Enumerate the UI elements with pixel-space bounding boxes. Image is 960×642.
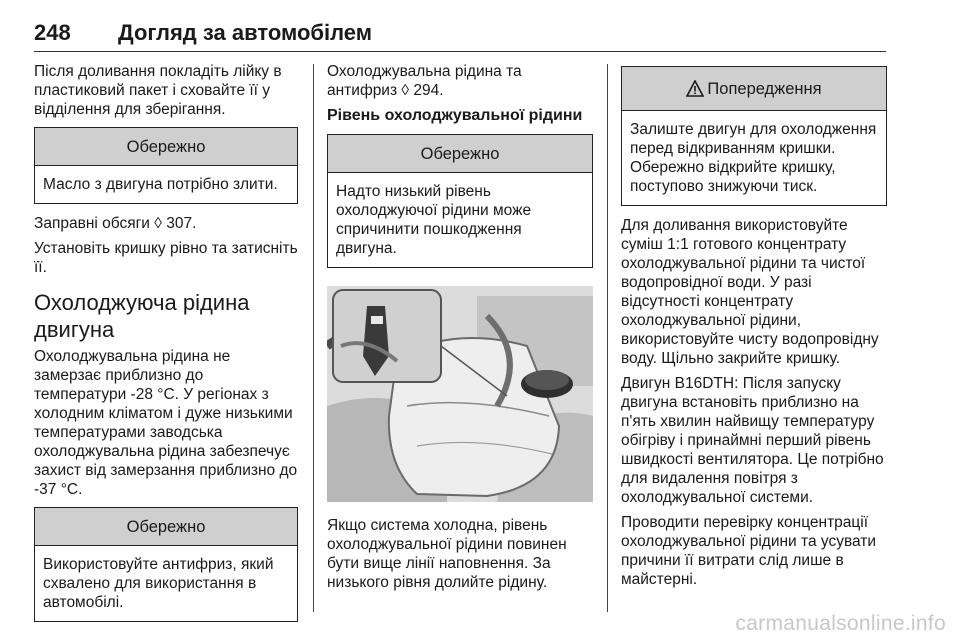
coolant-paragraph: Охолоджувальна рідина не замерзає приблизно до температури -28 °C. У регіонах з холодним кліматом і дуже низькими температурами заводська охолоджувальна рідина забезпечує захист від замерзання приблизно до -37 °C. [34,348,298,498]
column-divider [313,64,314,612]
warning-title: Попередження [707,80,822,98]
caution-box [327,134,593,268]
caution-box [34,507,298,622]
caution-text: Масло з двигуна потрібно злити. [43,176,278,193]
subsection-heading: Рівень охолоджувальної рідини [327,107,583,124]
intro-paragraph: Після доливання покладіть лійку в пластиковий пакет і сховайте її у відділення для зберігання. [34,63,282,118]
column-right [621,62,887,595]
page-header [34,20,886,52]
caution-text: Використовуйте антифриз, який схвалено для використання в автомобілі. [43,556,274,611]
caution-box [34,127,298,204]
caution-title: Обережно [328,135,592,173]
workshop-paragraph: Проводити перевірку концентрації охолоджувальної рідини та усувати причини її витрати слід лише в майстерні. [621,514,877,588]
warning-header [622,67,886,111]
warning-box [621,66,887,206]
caution-text: Надто низький рівень охолоджуючої рідини може спричинити пошкодження двигуна. [336,183,532,257]
engine-b16dth-paragraph: Двигун B16DTH: Після запуску двигуна встановіть приблизно на п'ять хвилин найвищу температуру обігріву і принаймні перший рівень швидкості вентилятора. Це потрібно для видалення повітря з охолоджувальної системи. [621,375,884,506]
refill-paragraph: Для доливання використовуйте суміш 1:1 готового концентрату охолоджувальної рідини та чистої водопровідної води. У разі відсутності концентрату охолоджувальної рідини, використовуйте чисту водопровідну воду. Щільно закрийте кришку. [621,217,879,367]
section-heading: Охолоджуюча рідина двигуна [34,290,250,342]
caution-title: Обережно [35,128,297,166]
page-title: Догляд за автомобілем [118,20,373,45]
caution-title: Обережно [35,508,297,546]
page-number: 248 [34,20,71,45]
column-divider [607,64,608,612]
column-left [34,62,298,632]
capacities-reference[interactable]: Заправні обсяги ◊ 307. [34,215,197,232]
column-middle [327,62,593,598]
cap-instruction: Установіть кришку рівно та затисніть її. [34,240,298,276]
warning-text: Залиште двигун для охолодження перед відкриванням кришки. Обережно відкрийте кришку, поступово знижуючи тиск. [630,121,877,195]
level-paragraph: Якщо система холодна, рівень охолоджувальної рідини повинен бути вище лінії наповнення. За низького рівня долийте рідину. [327,517,567,591]
watermark: carmanualsonline.info [735,612,946,635]
engine-bay-photo [327,286,593,502]
warning-triangle-icon [686,70,704,114]
antifreeze-reference[interactable]: Охолоджувальна рідина та антифриз ◊ 294. [327,63,522,99]
